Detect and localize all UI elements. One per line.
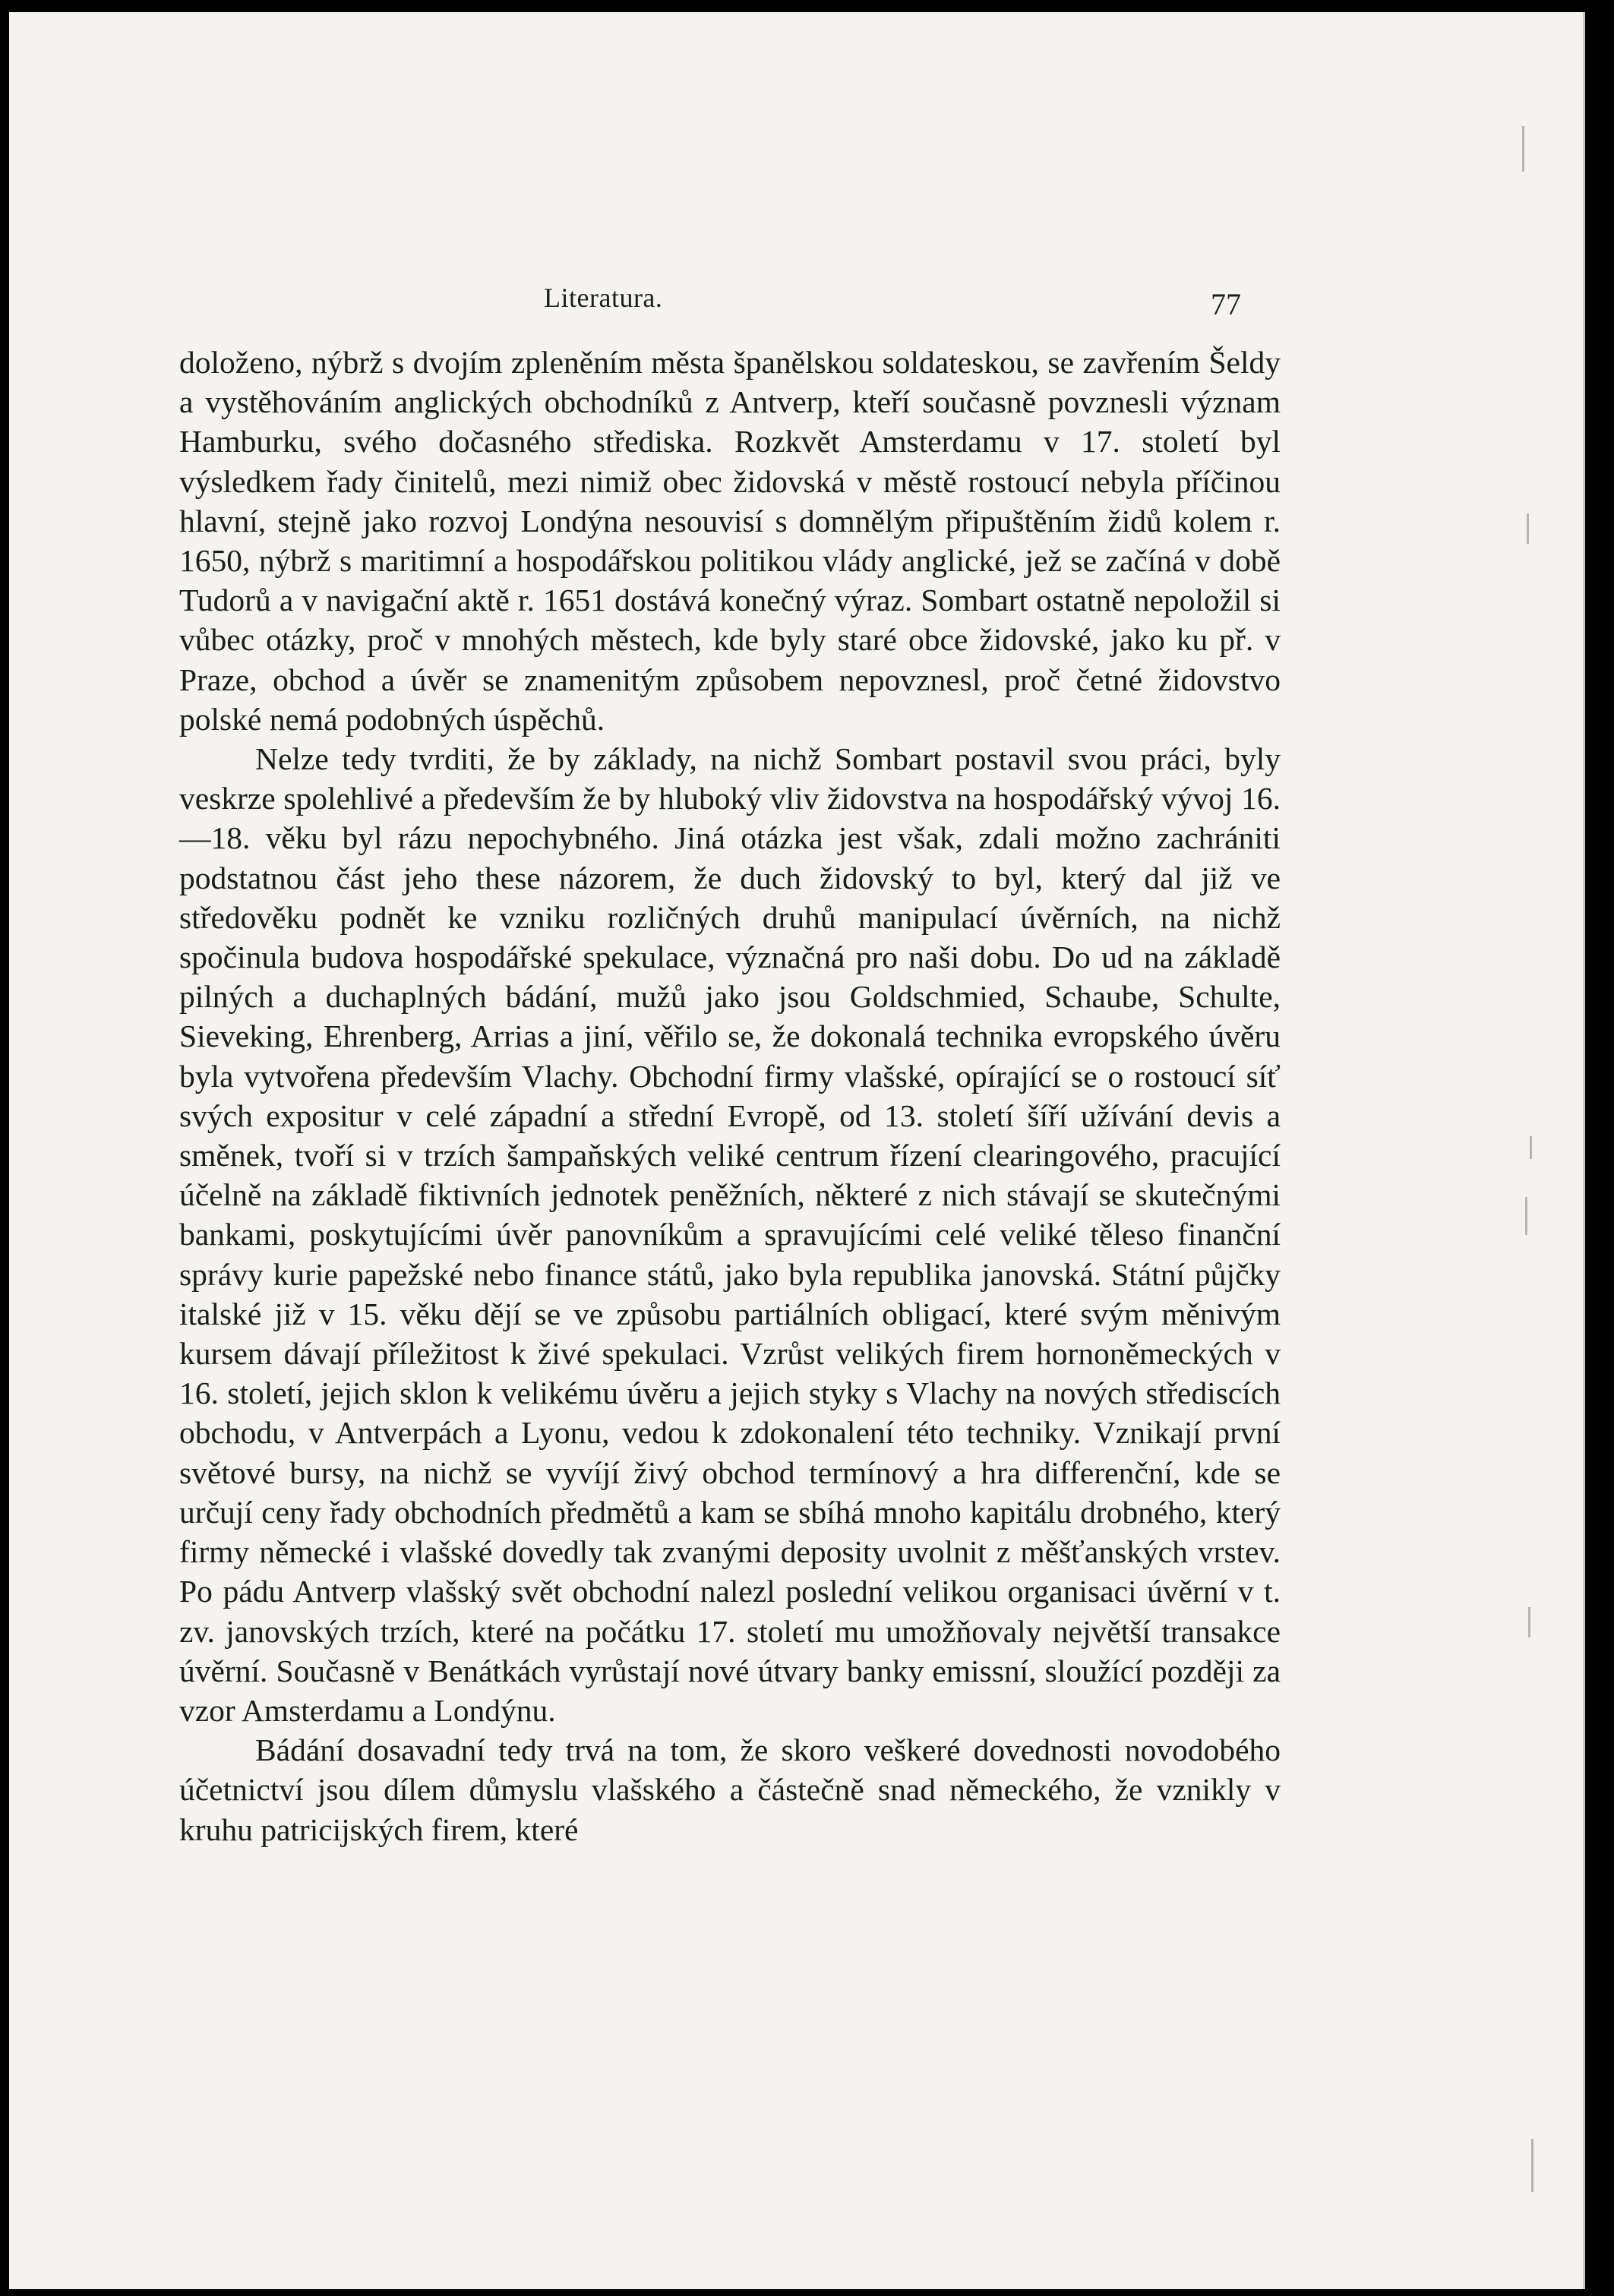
- scan-speck: [1530, 1136, 1532, 1159]
- paragraph-1: doloženo, nýbrž s dvojím zpleněním města španělskou soldateskou, se zavřením Šeldy a vystěhováním anglických obchodníků z Antverp, kteří současně povznesli význam Hamburku, svého dočasného střediska. Rozkvět Amsterdamu v 17. století byl výsledkem řady činitelů, mezi nimiž obec židovská v městě rostoucí nebyla příčinou hlavní, stejně jako rozvoj Londýna nesouvisí s domnělým připuštěním židů kolem r. 1650, nýbrž s maritimní a hospodářskou politikou vlády anglické, jež se začíná v době Tudorů a v navigační aktě r. 1651 dostává konečný výraz. Sombart ostatně nepoložil si vůbec otázky, proč v mnohých městech, kde byly staré obce židovské, jako ku př. v Praze, obchod a úvěr se znamenitým způsobem nepovznesl, proč četné židovstvo polské nemá podobných úspěchů.: [179, 345, 1281, 737]
- scan-speck: [1522, 126, 1524, 172]
- paragraph-3: Bádání dosavadní tedy trvá na tom, že skoro veškeré dovednosti novodobého účetnictví jsou dílem důmyslu vlašského a částečně snad německého, že vznikly v kruhu patricijských firem, které: [179, 1732, 1281, 1847]
- body-text: [179, 343, 1281, 1849]
- book-page: [9, 12, 1585, 2289]
- scan-speck: [1528, 1607, 1530, 1638]
- page-header: [9, 282, 1583, 327]
- scan-speck: [1531, 2139, 1533, 2192]
- paragraph-2: Nelze tedy tvrditi, že by základy, na nichž Sombart postavil svou práci, byly veskrze spolehlivé a především že by hluboký vliv židovstva na hospodářský vývoj 16.—18. věku byl rázu nepochybného. Jiná otázka jest však, zdali možno zachrániti podstatnou část jeho these názorem, že duch židovský to byl, který dal již ve středověku podnět ke vzniku rozličných druhů manipulací úvěrních, na nichž spočinula budova hospodářské spekulace, význačná pro naši dobu. Do ud na základě pilných a duchaplných bádání, mužů jako jsou Goldschmied, Schaube, Schulte, Sieveking, Ehrenberg, Arrias a jiní, věřilo se, že dokonalá technika evropského úvěru byla vytvořena především Vlachy. Obchodní firmy vlašské, opírající se o rostoucí síť svých expositur v celé západní a střední Evropě, od 13. století šíří užívání devis a směnek, tvoří si v trzích šampaňských veliké centrum řízení clearingového, pracující účelně na základě fiktivních jednotek peněžních, některé z nich stávají se skutečnými bankami, poskytujícími úvěr panovníkům a spravujícími celé veliké těleso finanční správy kurie papežské nebo finance států, jako byla republika janovská. Státní půjčky italské již v 15. věku dějí se ve způsobu partiálních obligací, které svým měnivým kursem dávají příležitost k živé spekulaci. Vzrůst velikých firem hornoněmeckých v 16. století, jejich sklon k velikému úvěru a jejich styky s Vlachy na nových střediscích obchodu, v Antverpách a Lyonu, vedou k zdokonalení této techniky. Vznikají první světové bursy, na nichž se vyvíjí živý obchod termínový a hra differenční, kde se určují ceny řady obchodních předmětů a kam se sbíhá mnoho kapitálu drobného, který firmy německé i vlašské dovedly tak zvanými deposity uvolnit z měšťanských vrstev. Po pádu Antverp vlašský svět obchodní nalezl poslední velikou organisaci úvěrní v t. zv. janovských trzích, které na počátku 17. století mu umožňovaly největší transakce úvěrní. Současně v Benátkách vyrůstají nové útvary banky emissní, sloužící později za vzor Amsterdamu a Londýnu.: [179, 741, 1281, 1728]
- scan-speck: [1527, 513, 1529, 544]
- scan-edge-marks: [1522, 12, 1552, 2289]
- scan-speck: [1525, 1197, 1527, 1235]
- page-number: 77: [1211, 287, 1241, 321]
- running-title: Literatura.: [544, 283, 663, 313]
